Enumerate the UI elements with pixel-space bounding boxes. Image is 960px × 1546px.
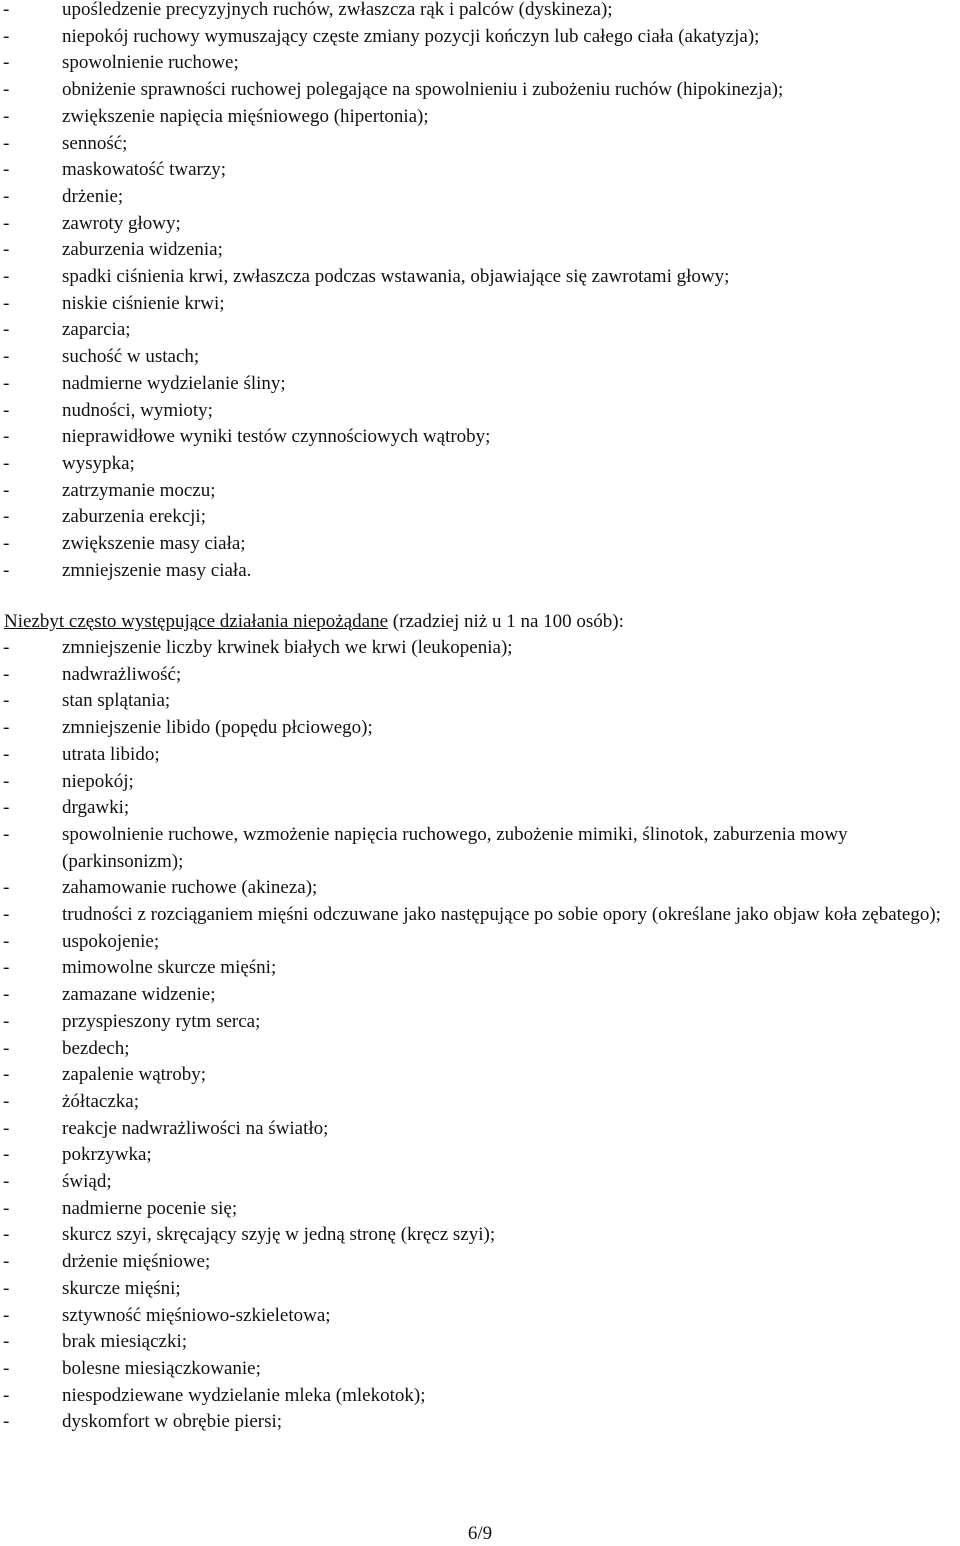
list-item — [0, 875, 960, 902]
list-item — [0, 558, 960, 585]
list-bullet: - — [3, 1277, 10, 1299]
list-bullet: - — [3, 426, 10, 448]
list-item-text: zatrzymanie moczu; — [62, 479, 216, 501]
list-bullet: - — [3, 185, 10, 207]
list-item — [0, 344, 960, 371]
list-item — [0, 688, 960, 715]
list-item — [0, 0, 960, 24]
list-bullet: - — [3, 266, 10, 288]
list-bullet: - — [3, 1037, 10, 1059]
list-bullet: - — [3, 52, 10, 74]
list-bullet: - — [3, 105, 10, 127]
list-bullet: - — [3, 212, 10, 234]
list-bullet: - — [3, 1384, 10, 1406]
list-bullet: - — [3, 533, 10, 555]
list-item-text: suchość w ustach; — [62, 346, 200, 368]
list-item-text: nadmierne pocenie się; — [62, 1197, 238, 1219]
list-bullet: - — [3, 1304, 10, 1326]
list-bullet: - — [3, 930, 10, 952]
list-item — [0, 451, 960, 478]
list-item — [0, 795, 960, 822]
list-item — [0, 424, 960, 451]
list-item-text: zapalenie wątroby; — [62, 1064, 207, 1086]
list-bullet: - — [3, 904, 10, 926]
list-item — [0, 742, 960, 769]
list-bullet: - — [3, 0, 10, 20]
list-bullet: - — [3, 823, 10, 845]
list-bullet: - — [3, 1331, 10, 1353]
list-bullet: - — [3, 346, 10, 368]
list-item-text: bezdech; — [62, 1037, 130, 1059]
list-item-text: niespodziewane wydzielanie mleka (mlekotok); — [62, 1384, 426, 1406]
list-item-text: zaparcia; — [62, 319, 131, 341]
list-item-text: niepokój ruchowy wymuszający częste zmiany pozycji kończyn lub całego ciała (akatyzja); — [62, 25, 760, 47]
list-item — [0, 237, 960, 264]
list-item-text: upośledzenie precyzyjnych ruchów, zwłaszcza rąk i palców (dyskineza); — [62, 0, 613, 20]
list-item — [0, 982, 960, 1009]
list-item-text: spowolnienie ruchowe; — [62, 52, 239, 74]
list-item-text: zwiększenie napięcia mięśniowego (hipertonia); — [62, 105, 429, 127]
list-item — [0, 211, 960, 238]
list-item-text: obniżenie sprawności ruchowej polegające na spowolnieniu i zubożeniu ruchów (hipokinezja); — [62, 79, 784, 101]
list-item — [0, 1142, 960, 1169]
list-item — [0, 1249, 960, 1276]
list-item — [0, 1009, 960, 1036]
list-item — [0, 662, 960, 689]
list-item-text: uspokojenie; — [62, 930, 160, 952]
list-item-text: zmniejszenie libido (popędu płciowego); — [62, 717, 373, 739]
list-bullet: - — [3, 1090, 10, 1112]
list-item — [0, 1409, 960, 1436]
list-bullet: - — [3, 1064, 10, 1086]
list-item — [0, 50, 960, 77]
list-item-text: wysypka; — [62, 452, 135, 474]
list-bullet: - — [3, 372, 10, 394]
list-item — [0, 1116, 960, 1143]
list-bullet: - — [3, 770, 10, 792]
list-item-text: spadki ciśnienia krwi, zwłaszcza podczas wstawania, objawiające się zawrotami głowy; — [62, 266, 730, 288]
list-item — [0, 24, 960, 51]
list-item-text: mimowolne skurcze mięśni; — [62, 957, 277, 979]
list-item — [0, 478, 960, 505]
list-item-text: pokrzywka; — [62, 1144, 152, 1166]
list-item-text: senność; — [62, 132, 128, 154]
list-item-text: zwiększenie masy ciała; — [62, 533, 246, 555]
list-item-text: utrata libido; — [62, 743, 160, 765]
list-item — [0, 1062, 960, 1089]
list-item — [0, 929, 960, 956]
list-bullet: - — [3, 663, 10, 685]
section-heading-uncommon-underlined: Niezbyt często występujące działania niepożądane — [4, 611, 389, 632]
list-item-text: trudności z rozciąganiem mięśni odczuwane jako następujące po sobie opory (określane jako objaw koła zębatego); — [62, 904, 941, 926]
list-bullet: - — [3, 132, 10, 154]
list-bullet: - — [3, 559, 10, 581]
list-bullet: - — [3, 1197, 10, 1219]
list-item — [0, 157, 960, 184]
list-item — [0, 1169, 960, 1196]
list-item-text: dyskomfort w obrębie piersi; — [62, 1411, 283, 1433]
list-item-text: niskie ciśnienie krwi; — [62, 292, 225, 314]
list-item — [0, 955, 960, 982]
list-item — [0, 1329, 960, 1356]
list-item-text: zaburzenia widzenia; — [62, 239, 223, 261]
list-item — [0, 1303, 960, 1330]
list-bullet: - — [3, 957, 10, 979]
list-item — [0, 769, 960, 796]
list-bullet: - — [3, 717, 10, 739]
list-item-text: nudności, wymioty; — [62, 399, 213, 421]
side-effects-list-common — [0, 0, 960, 584]
list-item — [0, 291, 960, 318]
list-bullet: - — [3, 79, 10, 101]
list-bullet: - — [3, 452, 10, 474]
list-item-text: nadwrażliwość; — [62, 663, 182, 685]
section-heading-uncommon — [4, 608, 624, 635]
list-bullet: - — [3, 239, 10, 261]
list-item-text: bolesne miesiączkowanie; — [62, 1357, 261, 1379]
list-item-text: zmniejszenie liczby krwinek białych we krwi (leukopenia); — [62, 637, 513, 658]
list-item-text: drżenie mięśniowe; — [62, 1251, 211, 1273]
list-item — [0, 1089, 960, 1116]
list-item — [0, 104, 960, 131]
list-item-text: reakcje nadwrażliwości na światło; — [62, 1117, 329, 1139]
list-bullet: - — [3, 877, 10, 899]
section-heading-uncommon-rest: (rzadziej niż u 1 na 100 osób): — [388, 611, 624, 632]
list-bullet: - — [3, 797, 10, 819]
list-item-text: niepokój; — [62, 770, 134, 792]
list-item — [0, 398, 960, 425]
side-effects-list-uncommon — [0, 635, 960, 1436]
list-item-text: brak miesiączki; — [62, 1331, 188, 1353]
list-item-text: przyspieszony rytm serca; — [62, 1010, 261, 1032]
list-bullet: - — [3, 292, 10, 314]
list-item — [0, 822, 960, 875]
list-bullet: - — [3, 1411, 10, 1433]
list-bullet: - — [3, 319, 10, 341]
list-item — [0, 131, 960, 158]
list-bullet: - — [3, 479, 10, 501]
list-item — [0, 1276, 960, 1303]
list-item-text: żółtaczka; — [62, 1090, 140, 1112]
list-item-text: sztywność mięśniowo-szkieletowa; — [62, 1304, 331, 1326]
list-item — [0, 1383, 960, 1410]
list-bullet: - — [3, 1357, 10, 1379]
list-item-text: zawroty głowy; — [62, 212, 181, 234]
list-item — [0, 317, 960, 344]
list-item — [0, 715, 960, 742]
list-bullet: - — [3, 1224, 10, 1246]
list-item — [0, 77, 960, 104]
list-item-text: zmniejszenie masy ciała. — [62, 559, 252, 581]
list-bullet: - — [3, 159, 10, 181]
list-bullet: - — [3, 506, 10, 528]
list-item-text: zahamowanie ruchowe (akineza); — [62, 877, 318, 899]
list-item-text: stan splątania; — [62, 690, 171, 712]
list-item — [0, 635, 960, 662]
list-item-text: drżenie; — [62, 185, 124, 207]
list-bullet: - — [3, 690, 10, 712]
page-number: 6/9 — [467, 1523, 493, 1544]
list-item-text: maskowatość twarzy; — [62, 159, 227, 181]
list-bullet: - — [3, 984, 10, 1006]
list-item — [0, 184, 960, 211]
list-item — [0, 902, 960, 929]
list-bullet: - — [3, 1171, 10, 1193]
list-bullet: - — [3, 25, 10, 47]
list-item-text: spowolnienie ruchowe, wzmożenie napięcia ruchowego, zubożenie mimiki, ślinotok, zaburzenia mowy (parkinsonizm); — [62, 823, 848, 872]
list-item-text: zaburzenia erekcji; — [62, 506, 206, 528]
list-item-text: nadmierne wydzielanie śliny; — [62, 372, 286, 394]
list-item — [0, 1356, 960, 1383]
list-item — [0, 371, 960, 398]
list-item-text: zamazane widzenie; — [62, 984, 216, 1006]
list-bullet: - — [3, 743, 10, 765]
list-item — [0, 1196, 960, 1223]
list-bullet: - — [3, 637, 10, 658]
list-item-text: nieprawidłowe wyniki testów czynnościowych wątroby; — [62, 426, 491, 448]
list-bullet: - — [3, 1117, 10, 1139]
list-item — [0, 1222, 960, 1249]
list-item-text: drgawki; — [62, 797, 130, 819]
list-bullet: - — [3, 399, 10, 421]
list-item-text: świąd; — [62, 1171, 112, 1193]
list-item-text: skurcze mięśni; — [62, 1277, 181, 1299]
list-item — [0, 264, 960, 291]
list-bullet: - — [3, 1251, 10, 1273]
list-item — [0, 531, 960, 558]
list-item-text: skurcz szyi, skręcający szyję w jedną stronę (kręcz szyi); — [62, 1224, 496, 1246]
list-bullet: - — [3, 1010, 10, 1032]
list-item — [0, 504, 960, 531]
list-item — [0, 1036, 960, 1063]
list-bullet: - — [3, 1144, 10, 1166]
